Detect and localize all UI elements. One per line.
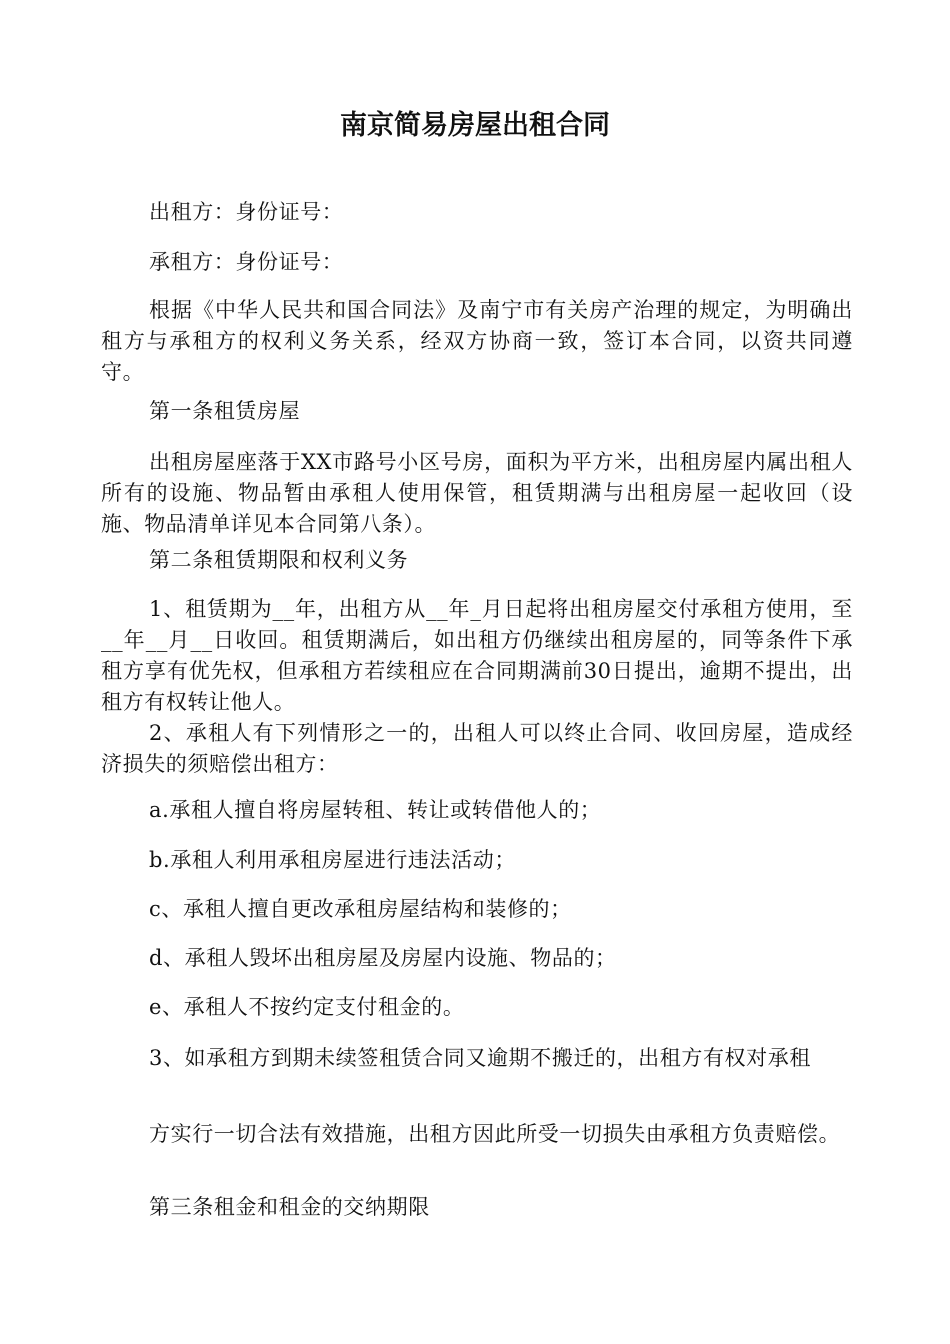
- article-3-heading: 第三条租金和租金的交纳期限: [149, 1195, 430, 1219]
- article-2-clause-3-continued: 方实行一切合法有效措施，出租方因此所受一切损失由承租方负责赔偿。: [149, 1122, 841, 1146]
- clause-item-a: a.承租人擅自将房屋转租、转让或转借他人的；: [149, 798, 602, 822]
- article-1-heading: 第一条租赁房屋: [149, 399, 301, 423]
- article-2-clause-3: 3、如承租方到期未续签租赁合同又逾期不搬迁的，出租方有权对承租: [149, 1046, 811, 1070]
- article-2-clause-2: 2、承租人有下列情形之一的，出租人可以终止合同、收回房屋，造成经济损失的须赔偿出租方：: [101, 721, 853, 776]
- document-title: 南京简易房屋出租合同: [340, 110, 610, 141]
- clause-item-b: b.承租人利用承租房屋进行违法活动；: [149, 848, 516, 872]
- lessor-line: 出租方：身份证号：: [149, 200, 344, 224]
- clause-item-e: e、承租人不按约定支付租金的。: [149, 995, 465, 1019]
- article-1-body: 出租房屋座落于XX市路号小区号房，面积为平方米，出租房屋内属出租人所有的设施、物品暂由承租人使用保管，租赁期满与出租房屋一起收回（设施、物品清单详见本合同第八条）。: [101, 450, 853, 536]
- preamble-paragraph: 根据《中华人民共和国合同法》及南宁市有关房产治理的规定，为明确出租方与承租方的权利义务关系，经双方协商一致，签订本合同，以资共同遵守。: [101, 298, 853, 384]
- article-2-heading: 第二条租赁期限和权利义务: [149, 548, 409, 572]
- clause-item-d: d、承租人毁坏出租房屋及房屋内设施、物品的；: [149, 946, 617, 970]
- article-2-clause-1: 1、租赁期为__年，出租方从__年_月日起将出租房屋交付承租方使用，至__年__月__日收回。租赁期满后，如出租方仍继续出租房屋的，同等条件下承租方享有优先权，但承租方若续租应在合同期满前30日提出，逾期不提出，出租方有权转让他人。: [101, 597, 853, 714]
- lessee-line: 承租方：身份证号：: [149, 250, 344, 274]
- clause-item-c: c、承租人擅自更改承租房屋结构和装修的；: [149, 897, 572, 921]
